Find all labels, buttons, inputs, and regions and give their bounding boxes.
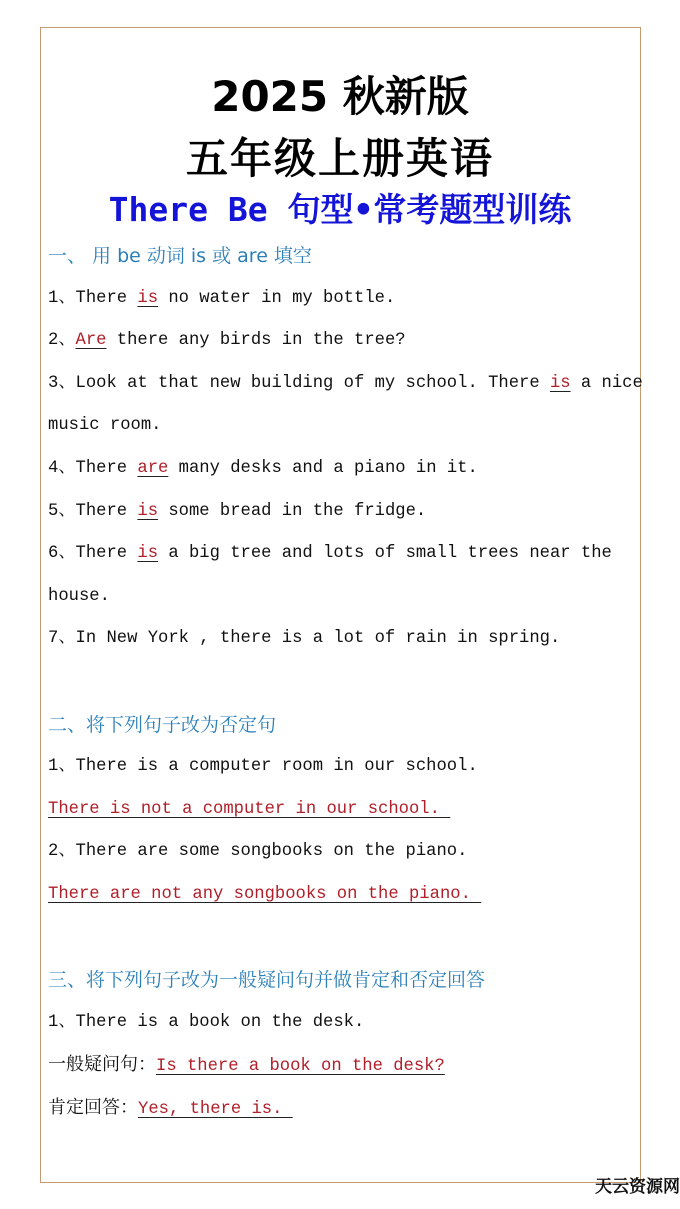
section-heading xyxy=(48,959,680,1002)
subtitle: There Be 句型•常考题型训练 xyxy=(108,190,572,229)
label-text: 肯定回答： xyxy=(48,1096,138,1118)
exercise-line xyxy=(48,533,680,576)
exercise-line xyxy=(48,405,680,448)
answer-text: Are xyxy=(75,331,107,351)
exercise-line xyxy=(48,1087,680,1130)
sentence-text: 3、Look at that new building of my school. There xyxy=(48,373,550,393)
exercise-line xyxy=(48,789,680,832)
sentence-text: house. xyxy=(48,586,110,606)
sentence-text: 4、There xyxy=(48,458,138,478)
exercise-line xyxy=(48,874,680,917)
sentence-text: a nice xyxy=(570,373,643,393)
sentence-text: a big tree and lots of small trees near the xyxy=(158,544,612,564)
exercise-line xyxy=(48,278,680,321)
exercise-line xyxy=(48,618,680,661)
answer-text: is xyxy=(137,501,159,521)
heading-text: 二、将下列句子改为否定句 xyxy=(48,713,277,736)
answer-text: is xyxy=(137,288,159,308)
section-heading xyxy=(48,704,680,747)
title-grade: 五年级上册英语 xyxy=(185,134,494,183)
watermark: 天云资源网 xyxy=(595,1177,680,1197)
sentence-text: 2、 xyxy=(48,331,76,351)
exercise-line xyxy=(48,831,680,874)
title-year: 2025 秋新版 xyxy=(211,72,469,121)
sentence-text: 1、There xyxy=(48,288,138,308)
blank-line xyxy=(48,661,680,704)
section-heading xyxy=(48,235,680,278)
answer-text: is xyxy=(549,373,571,393)
answer-text: There is not a computer in our school. xyxy=(48,799,451,819)
sentence-text: some bread in the fridge. xyxy=(158,501,427,521)
exercise-line xyxy=(48,746,680,789)
sentence-text: no water in my bottle. xyxy=(158,288,396,308)
heading-text: 一、 用 be 动词 is 或 are 填空 xyxy=(48,245,312,267)
sentence-text: 7、In New York , there is a lot of rain in spring. xyxy=(48,629,561,649)
sentence-text: there any birds in the tree? xyxy=(106,331,406,351)
sentence-text: many desks and a piano in it. xyxy=(168,458,478,478)
answer-text: There are not any songbooks on the piano. xyxy=(48,884,482,904)
exercise-line xyxy=(48,491,680,534)
answer-text: is xyxy=(137,544,159,564)
sentence-text: 1、There is a book on the desk. xyxy=(48,1012,365,1032)
exercise-line xyxy=(48,576,680,619)
exercise-content xyxy=(48,235,680,1129)
exercise-line xyxy=(48,1002,680,1045)
sentence-text: music room. xyxy=(48,416,162,436)
sentence-text: 5、There xyxy=(48,501,138,521)
answer-text: Yes, there is. xyxy=(138,1099,293,1119)
exercise-line xyxy=(48,1044,680,1087)
exercise-line xyxy=(48,363,680,406)
answer-text: are xyxy=(137,458,169,478)
answer-text: Is there a book on the desk? xyxy=(156,1057,445,1077)
exercise-line xyxy=(48,448,680,491)
label-text: 一般疑问句： xyxy=(48,1054,156,1076)
exercise-line xyxy=(48,320,680,363)
sentence-text: 2、There are some songbooks on the piano. xyxy=(48,842,468,862)
blank-line xyxy=(48,917,680,960)
sentence-text: 6、There xyxy=(48,544,138,564)
sentence-text: 1、There is a computer room in our school. xyxy=(48,757,478,777)
heading-text: 三、将下列句子改为一般疑问句并做肯定和否定回答 xyxy=(48,969,486,992)
